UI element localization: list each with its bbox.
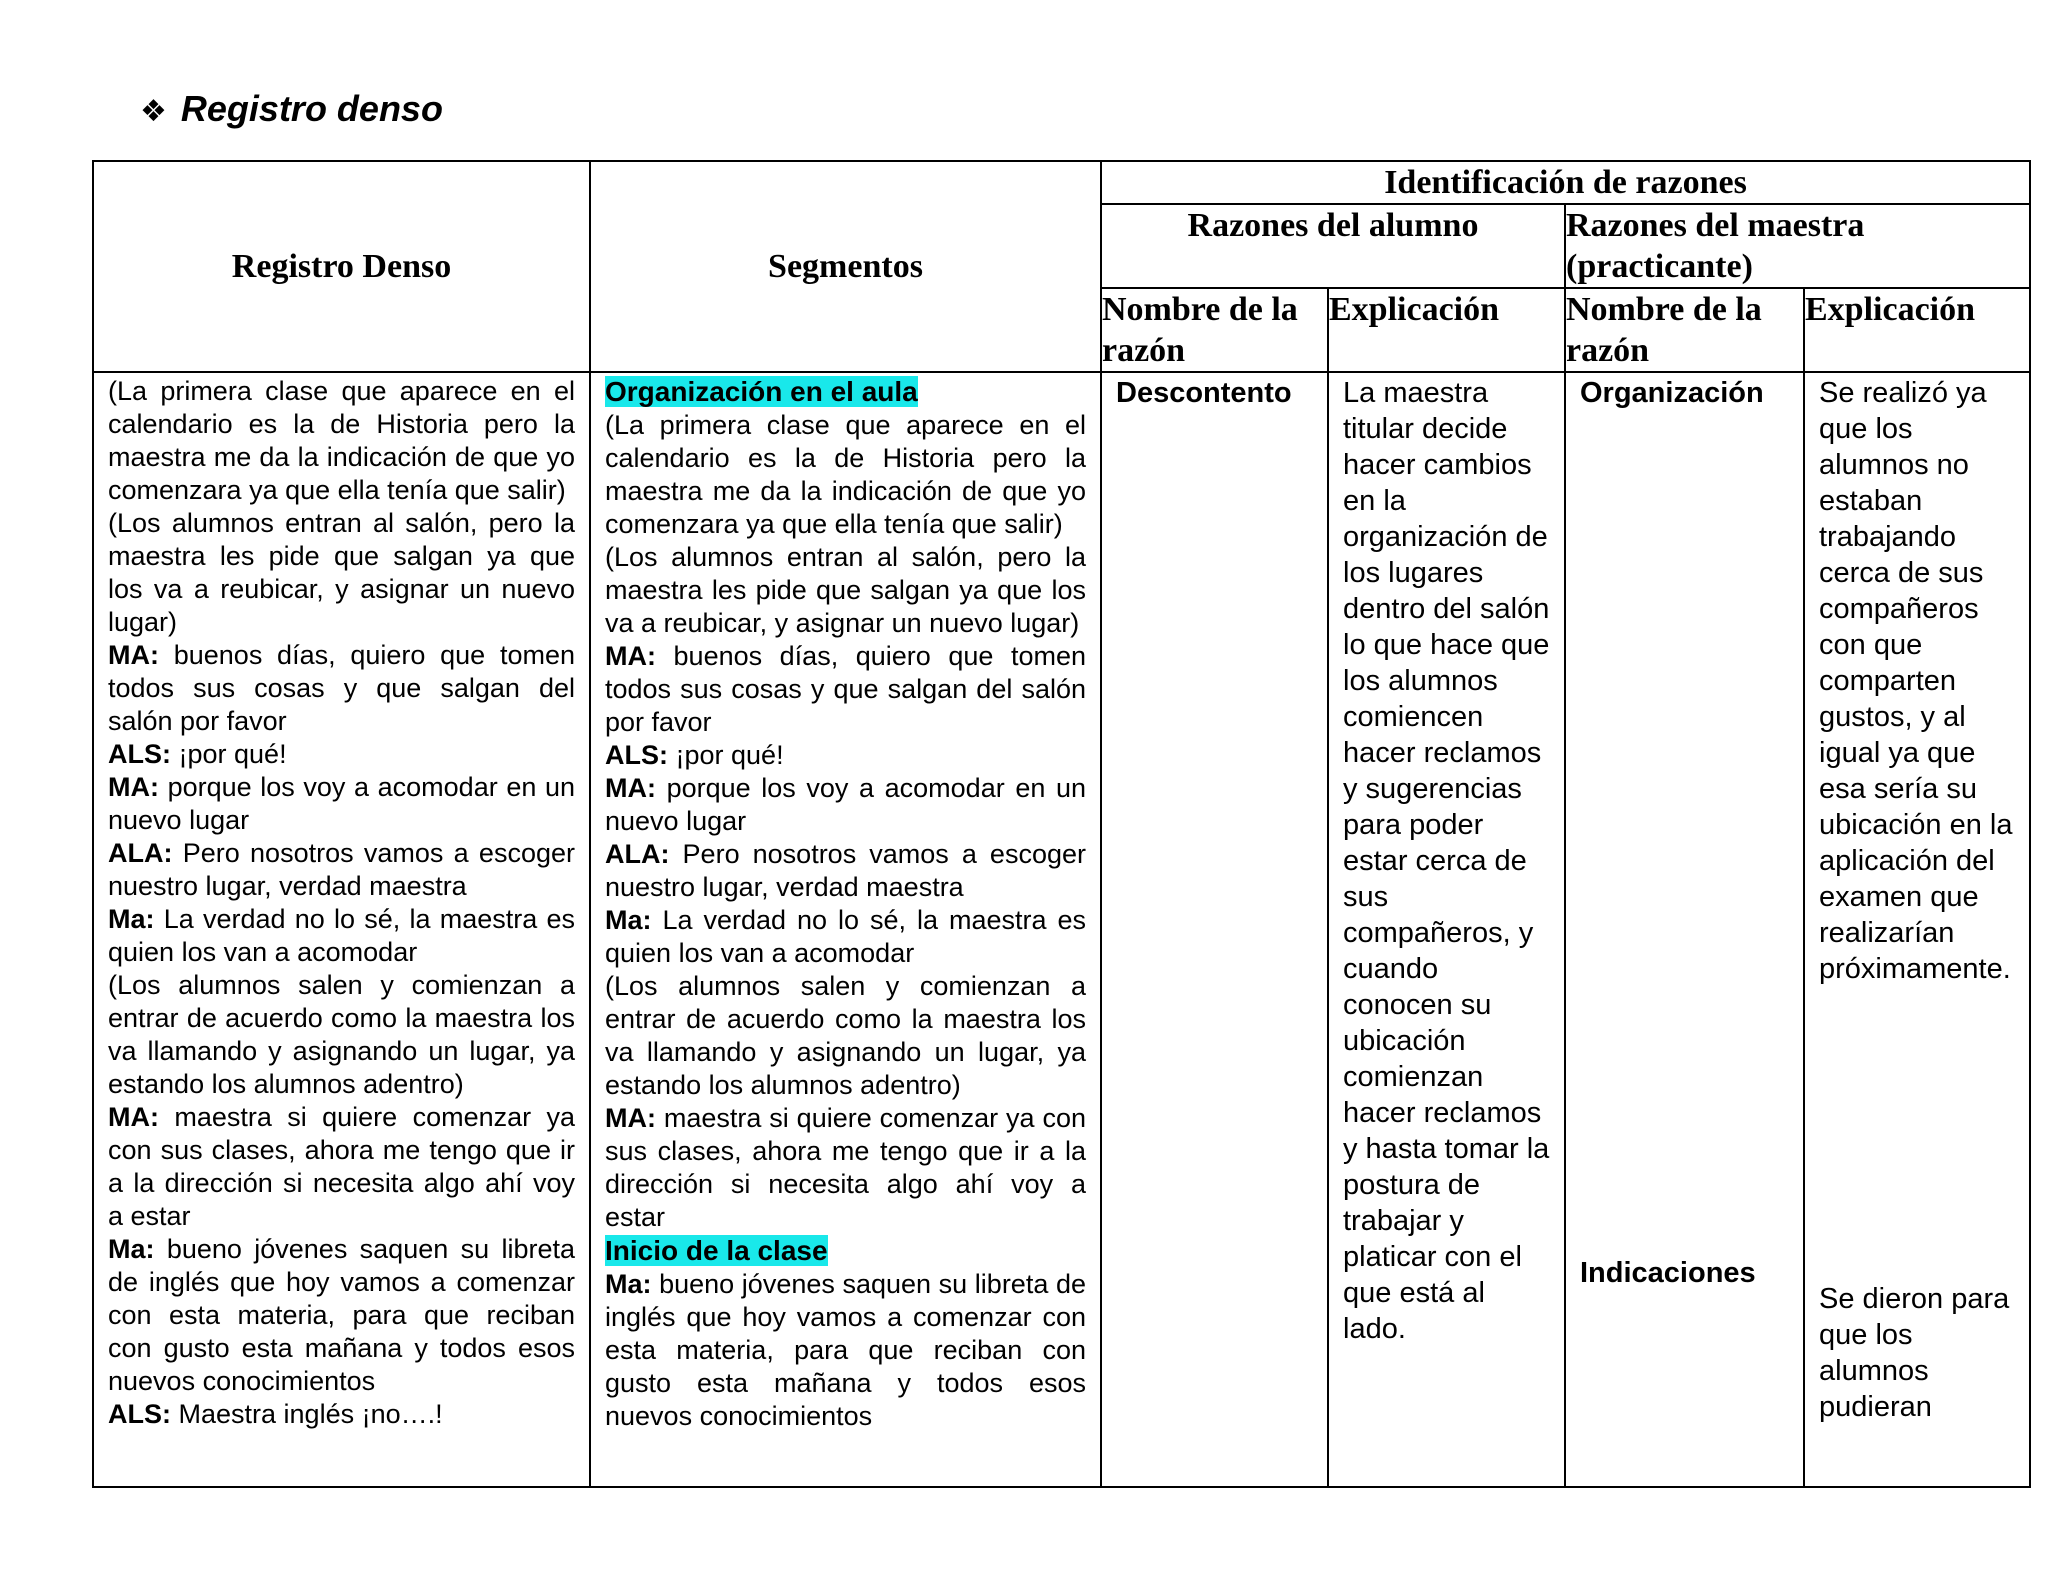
segmentos-cell — [590, 372, 1101, 1487]
alumno-explicacion: La maestra titular decide hacer cambios en la organización de los lugares dentro del salón lo que hace que los alumnos comiencen hacer reclamos y sugerencias para poder estar cerca de sus compañeros, y cuando conocen su ubicación comienzan hacer reclamos y hasta tomar la postura de trabajar y platicar con el que está al lado. — [1328, 372, 1565, 1487]
dialogue-line: Ma: bueno jóvenes saquen su libreta de inglés que hoy vamos a comenzar con esta materia, para que reciban con gusto esta mañana y todos esos nuevos conocimientos — [108, 1234, 575, 1396]
speaker-label: MA: — [108, 772, 159, 802]
dialogue-line: Ma: La verdad no lo sé, la maestra es quien los van a acomodar — [605, 905, 1086, 968]
segment-heading: Inicio de la clase — [605, 1235, 828, 1266]
speaker-label: MA: — [108, 640, 159, 670]
dialogue-line: MA: maestra si quiere comenzar ya con sus clases, ahora me tengo que ir a la dirección si necesita algo ahí voy a estar — [108, 1102, 575, 1231]
speaker-label: ALA: — [108, 838, 173, 868]
header-segmentos: Segmentos — [590, 161, 1101, 372]
dialogue-line: MA: porque los voy a acomodar en un nuevo lugar — [605, 773, 1086, 836]
header-nombre-razon-alumno: Nombre de la razón — [1101, 288, 1328, 372]
alumno-nombre-razon: Descontento — [1101, 372, 1328, 1487]
segment-paragraph: (Los alumnos entran al salón, pero la maestra les pide que salgan ya que los va a reubicar, y asignar un nuevo lugar) — [605, 542, 1086, 638]
speaker-label: MA: — [605, 1103, 656, 1133]
maestra-nombre-razon-cell — [1565, 372, 1804, 1487]
dialogue-line: ALS: ¡por qué! — [605, 740, 784, 770]
header-identificacion: Identificación de razones — [1101, 161, 2030, 204]
speaker-label: Ma: — [108, 904, 155, 934]
speaker-label: ALS: — [605, 740, 668, 770]
dialogue-line: ALA: Pero nosotros vamos a escoger nuestro lugar, verdad maestra — [108, 838, 575, 901]
diamond-bullet-icon: ❖ — [140, 94, 167, 129]
speaker-label: Ma: — [108, 1234, 155, 1264]
segment-paragraph: (La primera clase que aparece en el calendario es la de Historia pero la maestra me da la indicación de que yo comenzara ya que ella tenía que salir) — [605, 410, 1086, 539]
maestra-explicacion-cell — [1804, 372, 2030, 1487]
dialogue-line: Ma: La verdad no lo sé, la maestra es quien los van a acomodar — [108, 904, 575, 967]
dialogue-line: MA: buenos días, quiero que tomen todos sus cosas y que salgan del salón por favor — [605, 641, 1086, 737]
dialogue-line: ALA: Pero nosotros vamos a escoger nuestro lugar, verdad maestra — [605, 839, 1086, 902]
speaker-label: ALS: — [108, 1399, 171, 1429]
speaker-label: Ma: — [605, 905, 652, 935]
maestra-explanation-2: Se dieron para que los alumnos pudieran — [1819, 1283, 2010, 1423]
title-text: Registro denso — [180, 88, 443, 129]
dialogue-line: MA: porque los voy a acomodar en un nuevo lugar — [108, 772, 575, 835]
registro-paragraph: (Los alumnos entran al salón, pero la maestra les pide que salgan ya que los va a reubicar, y asignar un nuevo lugar) — [108, 508, 575, 637]
dialogue-line: ALS: ¡por qué! — [108, 739, 287, 769]
header-explicacion-maestra: Explicación — [1804, 288, 2030, 372]
registro-cell — [93, 372, 590, 1487]
segment-paragraph: (Los alumnos salen y comienzan a entrar de acuerdo como la maestra los va llamando y asignando un lugar, ya estando los alumnos adentro) — [605, 971, 1086, 1100]
maestra-reason-2: Indicaciones — [1580, 1257, 1756, 1289]
registro-table — [92, 160, 2031, 1488]
header-razones-maestra: Razones del maestra (practicante) — [1565, 204, 2030, 288]
dialogue-line: Ma: bueno jóvenes saquen su libreta de inglés que hoy vamos a comenzar con esta materia, para que reciban con gusto esta mañana y todos esos nuevos conocimientos — [605, 1269, 1086, 1431]
speaker-label: ALS: — [108, 739, 171, 769]
speaker-label: Ma: — [605, 1269, 652, 1299]
speaker-label: MA: — [605, 773, 656, 803]
dialogue-line: MA: buenos días, quiero que tomen todos sus cosas y que salgan del salón por favor — [108, 640, 575, 736]
speaker-label: MA: — [108, 1102, 159, 1132]
speaker-label: MA: — [605, 641, 656, 671]
page-title — [140, 88, 443, 130]
dialogue-line: MA: maestra si quiere comenzar ya con sus clases, ahora me tengo que ir a la dirección si necesita algo ahí voy a estar — [605, 1103, 1086, 1232]
dialogue-line: ALS: Maestra inglés ¡no….! — [108, 1399, 443, 1429]
header-registro: Registro Denso — [93, 161, 590, 372]
header-nombre-razon-maestra: Nombre de la razón — [1565, 288, 1804, 372]
maestra-explanation-1: Se realizó ya que los alumnos no estaban trabajando cerca de sus compañeros con que comparten gustos, y al igual ya que esa sería su ubicación en la aplicación del examen que realizarían próximamente. — [1819, 377, 2013, 985]
header-explicacion-alumno: Explicación — [1328, 288, 1565, 372]
registro-paragraph: (Los alumnos salen y comienzan a entrar de acuerdo como la maestra los va llamando y asignando un lugar, ya estando los alumnos adentro) — [108, 970, 575, 1099]
header-razones-alumno: Razones del alumno — [1101, 204, 1565, 288]
segment-heading: Organización en el aula — [605, 376, 918, 407]
maestra-reason-1: Organización — [1580, 377, 1764, 409]
speaker-label: ALA: — [605, 839, 670, 869]
registro-paragraph: (La primera clase que aparece en el calendario es la de Historia pero la maestra me da la indicación de que yo comenzara ya que ella tenía que salir) — [108, 376, 575, 505]
